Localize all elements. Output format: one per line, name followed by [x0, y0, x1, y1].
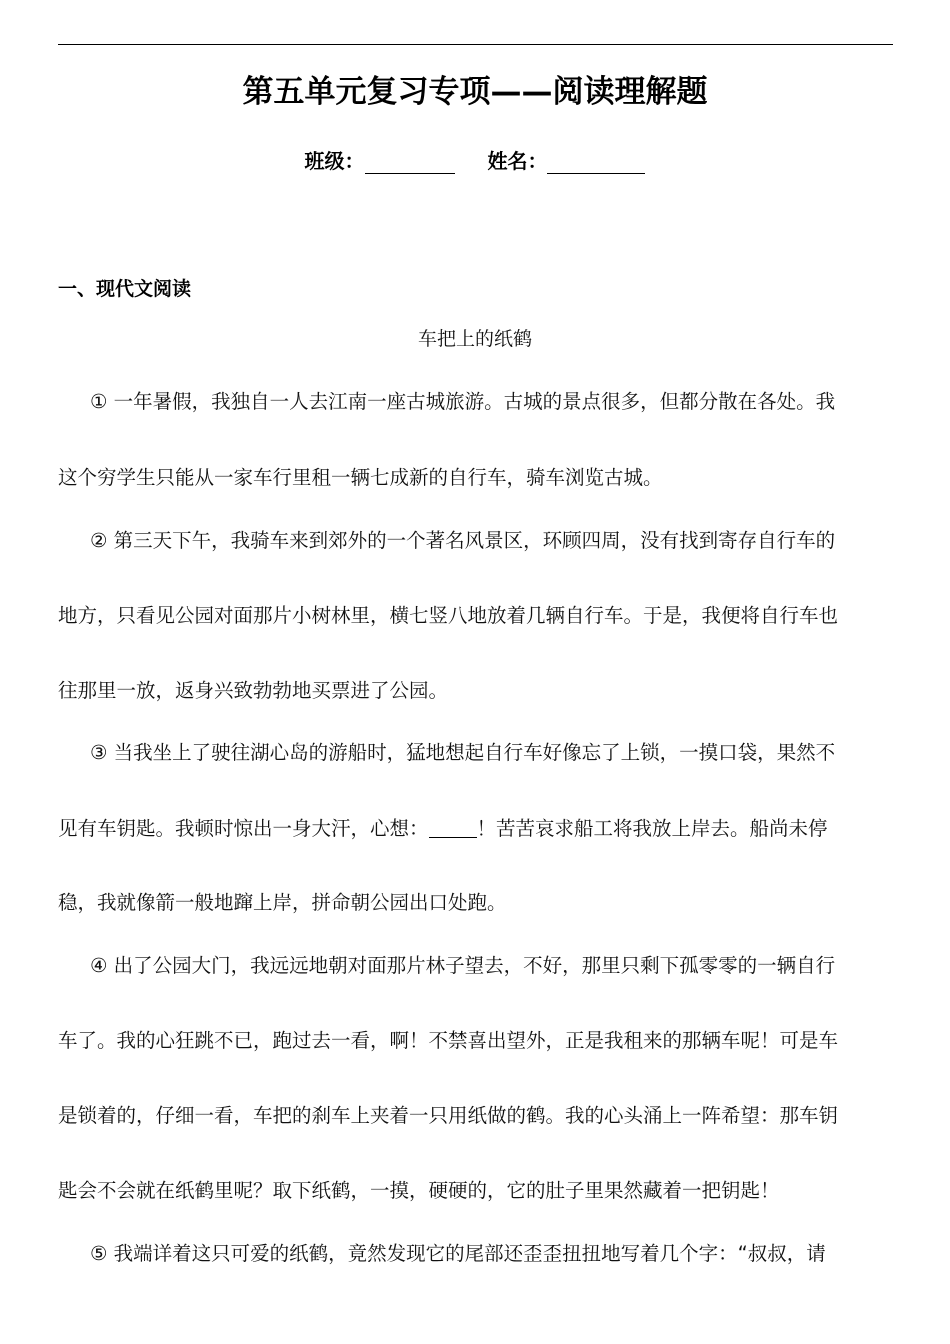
class-blank[interactable] [365, 151, 455, 174]
paragraph-4-line-2: 车了。我的心狂跳不已，跑过去一看，啊！不禁喜出望外，正是我租来的那辆车呢！可是车 [58, 1029, 839, 1052]
paragraph-2-line-2: 地方，只看见公园对面那片小树林里，横七竖八地放着几辆自行车。于是，我便将自行车也 [58, 604, 839, 627]
top-rule [58, 44, 893, 45]
paragraph-3-line-1: ③ 当我坐上了驶往湖心岛的游船时，猛地想起自行车好像忘了上锁，一摸口袋，果然不 [90, 741, 836, 764]
name-blank[interactable] [547, 151, 645, 174]
article-title: 车把上的纸鹤 [417, 328, 532, 350]
paragraph-3-line-3: 稳，我就像箭一般地蹿上岸，拼命朝公园出口处跑。 [58, 891, 507, 914]
paragraph-3-line-2 [58, 813, 828, 841]
paragraph-2-line-3: 往那里一放，返身兴致勃勃地买票进了公园。 [58, 679, 449, 702]
page-title: 第五单元复习专项——阅读理解题 [242, 74, 708, 110]
paragraph-3-line-2-end: ！苦苦哀求船工将我放上岸去。船尚未停 [476, 817, 828, 840]
paragraph-1-line-2: 这个穷学生只能从一家车行里租一辆七成新的自行车，骑车浏览古城。 [58, 466, 663, 489]
student-info [0, 145, 950, 174]
name-label: 姓名： [487, 149, 548, 173]
paragraph-4-line-3: 是锁着的，仔细一看，车把的刹车上夹着一只用纸做的鹤。我的心头涌上一阵希望：那车钥 [58, 1104, 839, 1127]
paragraph-3-line-2-start: 见有车钥匙。我顿时惊出一身大汗，心想： [58, 817, 429, 840]
section-heading: 一、现代文阅读 [58, 278, 192, 300]
name-field [487, 145, 645, 174]
paragraph-5-line-1: ⑤ 我端详着这只可爱的纸鹤，竟然发现它的尾部还歪歪扭扭地写着几个字：“叔叔，请 [90, 1242, 826, 1265]
class-field [305, 145, 455, 174]
class-label: 班级： [304, 149, 365, 173]
answer-blank[interactable] [429, 819, 477, 838]
paragraph-4-line-4: 匙会不会就在纸鹤里呢？取下纸鹤，一摸，硬硬的，它的肚子里果然藏着一把钥匙！ [58, 1179, 780, 1202]
paragraph-1-line-1: ① 一年暑假，我独自一人去江南一座古城旅游。古城的景点很多，但都分散在各处。我 [90, 390, 836, 413]
paragraph-2-line-1: ② 第三天下午，我骑车来到郊外的一个著名风景区，环顾四周，没有找到寄存自行车的 [90, 529, 836, 552]
paragraph-4-line-1: ④ 出了公园大门，我远远地朝对面那片林子望去，不好，那里只剩下孤零零的一辆自行 [90, 954, 836, 977]
